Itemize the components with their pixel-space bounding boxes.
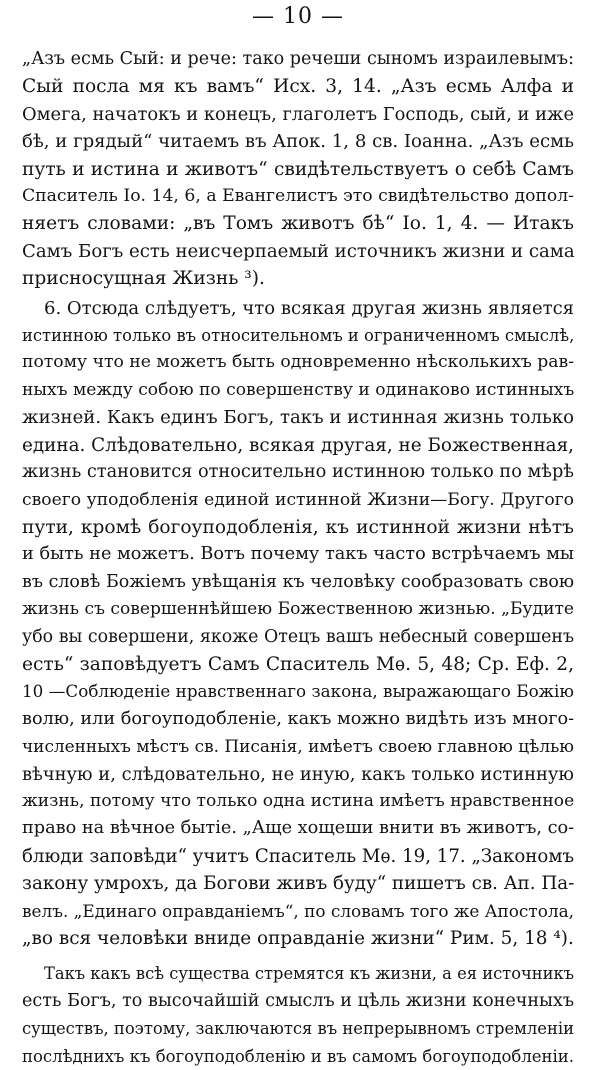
text-line: няетъ словами: „въ Томъ животъ бѣ“ Іо. 1, 4. — Итакъ	[22, 213, 574, 235]
text-line: послѣднихъ къ богоуподобленію и въ самомъ богоуподобленіи.	[22, 1046, 574, 1066]
text-line: Такъ какъ всѣ существа стремятся къ жизни, а ея источникъ	[44, 964, 574, 984]
text-line: Сый посла мя къ вамъ“ Исх. 3, 14. „Азъ есмь Алфа и	[22, 76, 574, 98]
text-line: жизнь, потому что только одна истина имѣетъ нравственное	[22, 790, 575, 811]
text-line: право на вѣчное бытіе. „Аще хощеши внити въ животъ, со-	[22, 818, 575, 839]
text-line: ныхъ между собою по совершенству и одинаково истинныхъ	[22, 379, 575, 400]
text-line: жизнь становится относительно истинною только по мѣрѣ	[22, 462, 574, 483]
text-line: вѣчную и, слѣдовательно, не иную, какъ только истинную	[22, 763, 574, 785]
text-line: потому что не можетъ быть одновременно нѣсколькихъ рав-	[22, 352, 575, 373]
text-line: присносущная Жизнь ³).	[22, 268, 265, 290]
text-line: въ словѣ Божіемъ увѣщанія къ человѣку сообразовать свою	[22, 571, 574, 592]
paragraph-2	[22, 295, 574, 953]
text-line: блюди заповѣди“ учитъ Спаситель Мѳ. 19, 17. „Закономъ	[22, 845, 574, 867]
text-line: Самъ Богъ есть неисчерпаемый источникъ жизни и сама	[22, 240, 575, 262]
text-line: жизнь съ совершеннѣйшею Божественною жизнью. „Будите	[22, 599, 575, 620]
page-number: — 10 —	[252, 4, 344, 29]
text-line: пути, кромѣ богоуподобленія, къ истинной жизни нѣтъ	[22, 516, 574, 538]
text-line: Омега, начатокъ и конецъ, глаголетъ Господь, сый, и иже	[22, 103, 575, 125]
text-line: есть“ заповѣдуетъ Самъ Спаситель Мѳ. 5, 48; Ср. Еф. 2,	[22, 653, 574, 675]
text-line: „во вся человѣки вниде оправданіе жизни“ Рим. 5, 18 ⁴).	[22, 928, 574, 949]
text-line: закону умрохъ, да Богови живъ буду“ пишетъ св. Ап. Па-	[22, 873, 575, 895]
paragraph-3	[22, 960, 574, 1070]
text-line: численныхъ мѣстъ св. Писанія, имѣетъ своею главною цѣлью	[22, 736, 574, 757]
text-line: едина. Слѣдовательно, всякая другая, не Божественная,	[22, 434, 574, 456]
text-line: есть Богъ, то высочайшій смыслъ и цѣль жизни конечныхъ	[22, 990, 574, 1011]
text-line: 6. Отсюда слѣдуетъ, что всякая другая жизнь является	[44, 297, 574, 319]
text-line: жизней. Какъ единъ Богъ, такъ и истинная жизнь только	[22, 407, 574, 429]
text-line: бѣ, и грядый“ читаемъ въ Апок. 1, 8 св. Іоанна. „Азъ есмь	[22, 131, 574, 153]
text-line: истинною только въ относительномъ и ограниченномъ смыслѣ,	[22, 326, 575, 346]
paragraph-1	[22, 46, 574, 293]
text-line: и быть не можетъ. Вотъ почему такъ часто встрѣчаемъ мы	[22, 544, 574, 565]
text-line: 10 —Соблюденіе нравственнаго закона, выражающаго Божію	[22, 681, 574, 702]
text-line: убо вы совершени, якоже Отецъ вашъ небесный совершенъ	[22, 626, 574, 647]
text-line: велъ. „Единаго оправданіемъ“, по словамъ того же Апостола,	[22, 900, 575, 921]
text-line: „Азъ есмь Сый: и рече: тако речеши сыномъ израилевымъ:	[22, 49, 574, 69]
text-line: существъ, поэтому, заключаются въ непрерывномъ стремленіи	[22, 1019, 575, 1039]
text-line: своего уподобленія единой истинной Жизни—Богу. Другого	[22, 489, 574, 510]
text-line: Спаситель Іо. 14, 6, а Евангелистъ это свидѣтельство допол-	[22, 186, 574, 207]
text-line: путь и истина и животъ“ свидѣтельствуетъ о себѣ Самъ	[22, 158, 574, 180]
text-line: волю, или богоуподобленіе, какъ можно видѣть изъ много-	[22, 708, 575, 729]
